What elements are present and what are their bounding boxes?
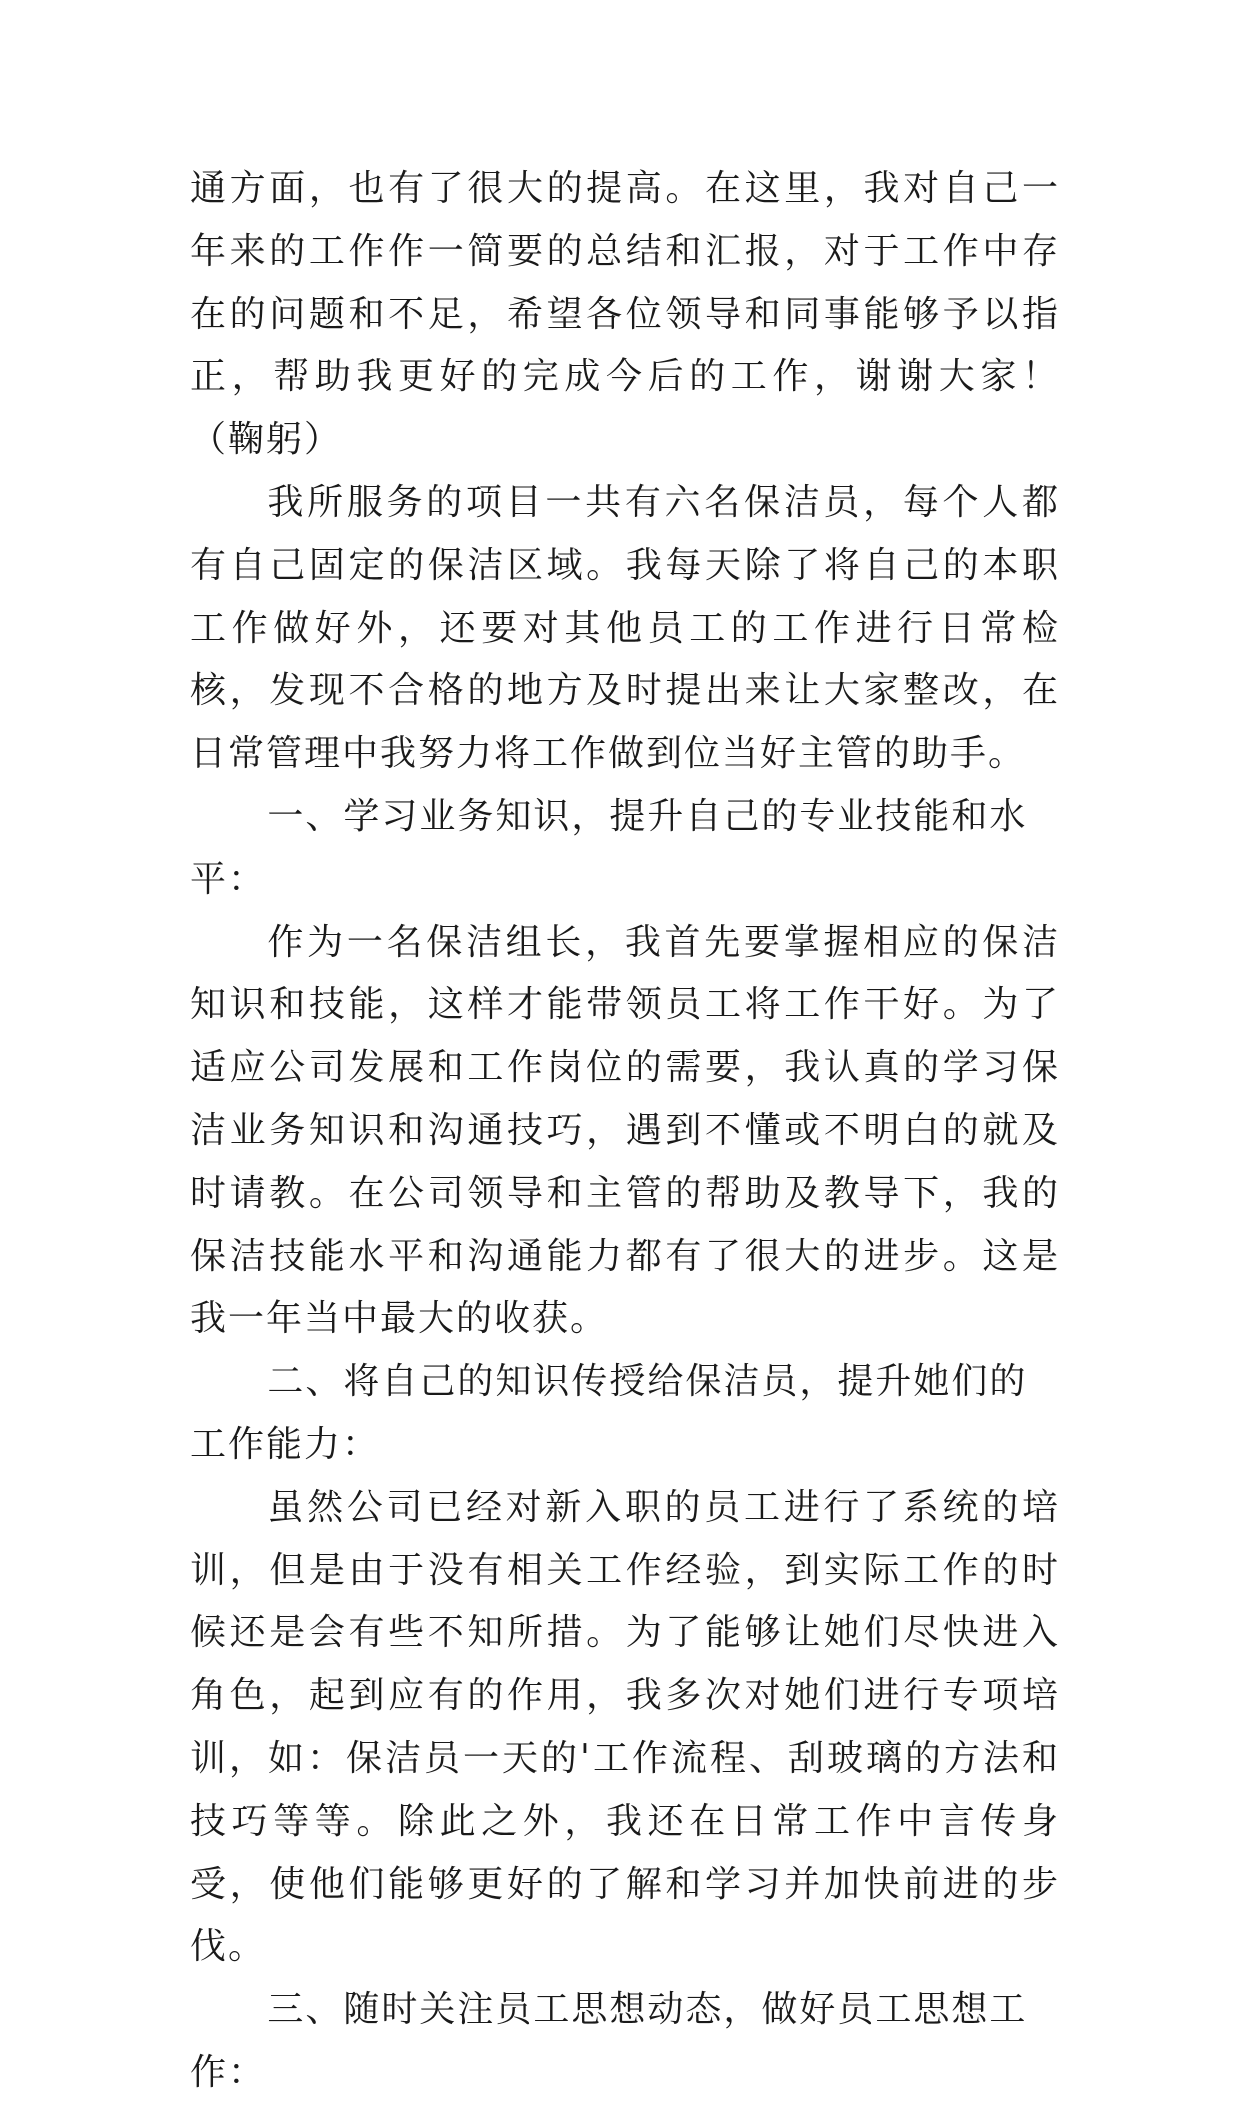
section-heading-2: 二、将自己的知识传授给保洁员，提升她们的工作能力：	[190, 1361, 1028, 1465]
document-body	[190, 158, 1060, 2105]
paragraph-learning: 作为一名保洁组长，我首先要掌握相应的保洁知识和技能，这样才能带领员工将工作干好。为了适应公司发展和工作岗位的需要，我认真的学习保洁业务知识和沟通技巧，遇到不懂或不明白的就及时请教。在公司领导和主管的帮助及教导下，我的保洁技能水平和沟通能力都有了很大的进步。这是我一年当中最大的收获。	[190, 921, 1060, 1340]
section-heading-3: 三、随时关注员工思想动态，做好员工思想工作：	[190, 1989, 1028, 2093]
paragraph-project-staff: 我所服务的项目一共有六名保洁员，每个人都有自己固定的保洁区域。我每天除了将自己的本职工作做好外，还要对其他员工的工作进行日常检核，发现不合格的地方及时提出来让大家整改，在日常管理中我努力将工作做到位当好主管的助手。	[190, 481, 1060, 775]
section-heading-1: 一、学习业务知识，提升自己的专业技能和水平：	[190, 795, 1028, 900]
paragraph-training: 虽然公司已经对新入职的员工进行了系统的培训，但是由于没有相关工作经验，到实际工作的时候还是会有些不知所措。为了能够让她们尽快进入角色，起到应有的作用，我多次对她们进行专项培训，如：保洁员一天的'工作流程、刮玻璃的方法和技巧等等。除此之外，我还在日常工作中言传身受，使他们能够更好的了解和学习并加快前进的步伐。	[190, 1486, 1060, 1968]
paragraph-continuation: 通方面，也有了很大的提高。在这里，我对自己一年来的工作作一简要的总结和汇报，对于工作中存在的问题和不足，希望各位领导和同事能够予以指正，帮助我更好的完成今后的工作，谢谢大家！（鞠躬）	[190, 168, 1060, 461]
